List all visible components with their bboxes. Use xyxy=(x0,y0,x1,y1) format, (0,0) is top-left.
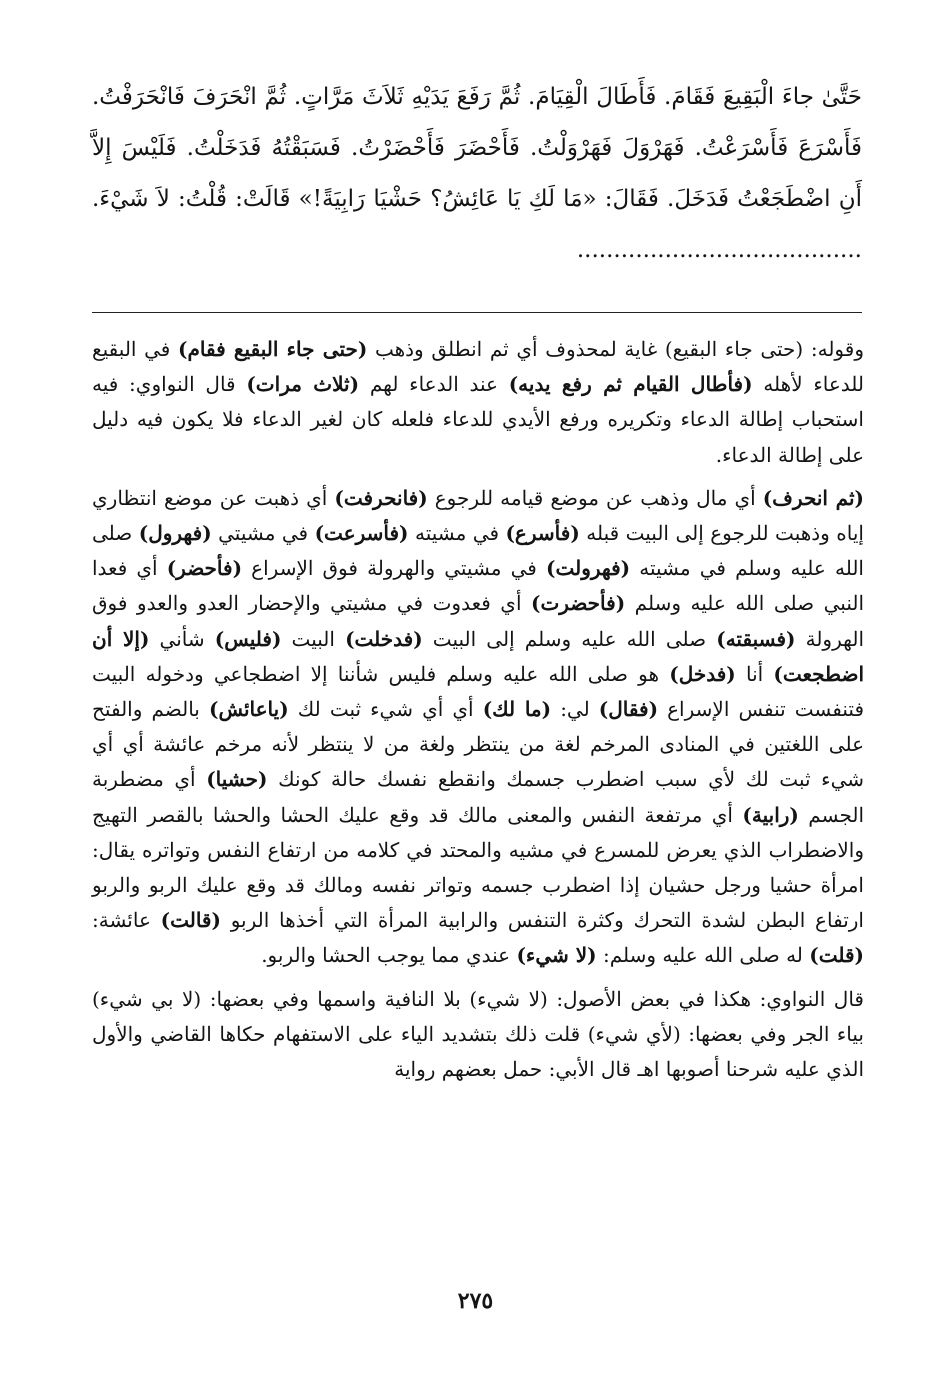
quoted-phrase: (فهرولت) xyxy=(546,556,631,581)
quoted-phrase: (رابية) xyxy=(742,802,799,827)
text-run: أي أي شيء ثبت لك xyxy=(288,697,483,722)
text-run: أي مضطربة الجسم xyxy=(92,767,865,827)
quoted-phrase: (فأسرعت) xyxy=(314,521,409,546)
quoted-phrase: (لا شيء) xyxy=(516,943,597,968)
quoted-phrase: (فدخل) xyxy=(669,661,736,686)
text-run: أنا xyxy=(735,661,774,686)
text-run: في مشيتي والهرولة فوق الإسراع xyxy=(242,556,546,581)
quoted-phrase: (إلا أن اضطجعت) xyxy=(92,626,864,686)
commentary-paragraph: قال النواوي: هكذا في بعض الأصول: (لا شيء) بلا النافية واسمها وفي بعضها: (لا بي شيء) بياء الجر وفي بعضها: (لأي شيء) قلت ذلك بتشديد الياء على الاستفهام حكاها القاضي والأول الذي عليه شرحنا أصوبها اهـ قال الأبي: حمل بعضهم رواية xyxy=(92,986,864,1082)
quoted-phrase: (فهرول) xyxy=(138,521,212,546)
page-number: ٢٧٥ xyxy=(457,1288,494,1314)
quoted-phrase: (فدخلت) xyxy=(345,626,423,651)
quoted-phrase: (حتى جاء البقيع فقام) xyxy=(178,337,368,361)
text-run: عند الدعاء لهم xyxy=(359,372,509,397)
quoted-phrase: (فأسرع) xyxy=(505,521,580,546)
text-run: وقوله: (حتى جاء البقيع) غاية لمحذوف أي ثم انطلق وذهب xyxy=(367,337,864,361)
quoted-phrase: (ياعائش) xyxy=(208,697,289,722)
text-run: في مشيتي xyxy=(211,521,315,546)
text-run: هو صلى الله عليه وسلم فليس شأننا إلا اضطجاعي ودخوله البيت فتنفست تنفس الإسراع xyxy=(92,661,865,722)
text-run: عندي مما يوجب الحشا والربو. xyxy=(261,943,517,968)
text-run: البيت xyxy=(281,626,346,651)
text-run: أي ذهبت عن موضع انتظاري إياه وذهبت للرجوع إلى البيت قبله xyxy=(92,485,864,546)
quoted-phrase: (ثم انحرف) xyxy=(762,485,864,510)
quoted-phrase: (فأطال القيام ثم رفع يديه) xyxy=(508,372,753,397)
commentary xyxy=(92,332,864,1095)
quoted-phrase: (فليس) xyxy=(214,626,282,651)
quoted-phrase: (فانحرفت) xyxy=(334,485,428,510)
quoted-phrase: (فأحضر) xyxy=(166,556,243,581)
text-run: صلى الله عليه وسلم إلى البيت xyxy=(422,626,717,651)
text-run: أي فعدوت في مشيتي والإحضار العدو والعدو فوق الهرولة xyxy=(92,591,864,651)
text-run: عائشة: xyxy=(92,908,161,933)
text-run: أي مال وذهب عن موضع قيامه للرجوع xyxy=(427,485,763,510)
text-run: قال النواوي: فيه استحباب إطالة الدعاء وتكريره ورفع الأيدي للدعاء فلعله كان لغير الدعاء فلا يكون فيه دليل على إطالة الدعاء. xyxy=(92,372,864,467)
quoted-phrase: (حشيا) xyxy=(206,767,268,792)
commentary-paragraph xyxy=(92,332,864,473)
quoted-phrase: (ثلاث مرات) xyxy=(246,372,360,397)
text-run: بالضم والفتح على اللغتين في المنادى المرخم لغة من ينتظر ولغة من لا ينتظر لأنه مرخم عائشة أي أي شيء ثبت لك لأي سبب اضطرب جسمك وانقطع نفسك حالة كونك xyxy=(92,697,864,792)
quoted-phrase: (ما لك) xyxy=(482,697,552,722)
commentary-paragraph xyxy=(92,481,864,974)
quoted-phrase: (قالت) xyxy=(160,908,221,933)
hadith-body: حَتَّىٰ جاءَ الْبَقِيعَ فَقَامَ. فَأَطَالَ الْقِيَامَ. ثُمَّ رَفَعَ يَدَيْهِ ثَلاَثَ مَرَّاتٍ. ثُمَّ انْحَرَفَ فَانْحَرَفْتُ. فَأَسْرَعَ فَأَسْرَعْتُ. فَهَرْوَلَ فَهَرْوَلْتُ. فَأَحْضَرَ فَأَحْضَرْتُ. فَسَبَقْتُهُ فَدَخَلْتُ. فَلَيْسَ إِلاَّ أَنِ اضْطَجَعْتُ فَدَخَلَ. فَقَالَ: «مَا لَكِ يَا عَائِشُ؟ حَشْيَا رَابِيَةً!» قَالَتْ: قُلْتُ: لاَ شَيْءَ. xyxy=(92,84,862,212)
text-run: شأني xyxy=(149,626,215,651)
quoted-phrase: (قلت) xyxy=(809,943,864,968)
quoted-phrase: (فسبقته) xyxy=(716,626,796,651)
text-run: صلى الله عليه وسلم في مشيته xyxy=(92,521,864,581)
hadith-text xyxy=(92,72,862,276)
text-run: أي مرتفعة النفس والمعنى مالك قد وقع عليك الحشا والحشا بالقصر التهيج والاضطراب الذي يعرض للمسرع في مشيه والمحتد في كلامه من ارتفاع النفس وتواتره يقال: امرأة حشيا ورجل حشيان إذا اضطرب جسمه وتواتر نفسه ومالك قد وقع عليك الربو والربو ارتفاع البطن لشدة التحرك وكثرة التنفس والرابية المرأة التي أخذها الربو xyxy=(92,802,864,933)
quoted-phrase: (فقال) xyxy=(598,697,659,722)
omission-dots: ....................................... xyxy=(576,237,862,263)
quoted-phrase: (فأحضرت) xyxy=(531,591,626,616)
text-run: له صلى الله عليه وسلم: xyxy=(596,943,810,968)
text-run: لي: xyxy=(551,697,599,722)
text-run: في البقيع للدعاء لأهله xyxy=(92,337,864,397)
text-run: أي فعدا النبي صلى الله عليه وسلم xyxy=(92,556,864,616)
separator-line xyxy=(92,312,862,313)
text-run: في مشيته xyxy=(408,521,506,546)
